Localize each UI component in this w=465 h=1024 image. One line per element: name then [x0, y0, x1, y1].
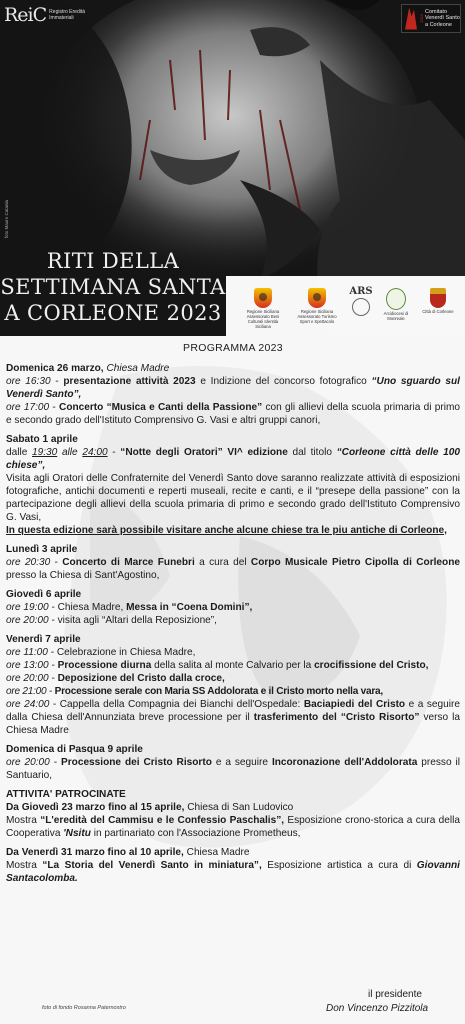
signatory-role: il presidente	[368, 989, 422, 1000]
sicily-crest-icon	[308, 288, 326, 308]
hero-image	[0, 0, 465, 336]
event-day-2: Sabato 1 aprile dalle 19:30 alle 24:00 - “Notte degli Oratori” VI^ edizione dal titolo “Corleone città delle 100 chiese”, Visita agli Oratori delle Confraternite del Venerdì Santo dove saranno realizzate attività di esposizioni fotografiche, antichi documenti e reperti museali, recite e canti, e il “presepe della passione” con la partecipazione degli allievi della scuola primaria di primo e secondo grado dell'Istituto Comprensivo G. Vasi, In questa edizione sarà possibile visitare anche alcune chiese tra le piu antiche di Corleone,	[6, 434, 460, 536]
sponsored-activities: ATTIVITA' PATROCINATE Da Giovedì 23 marzo fino al 15 aprile, Chiesa di San Ludovico Mostra “L'eredità del Cammisu e le Confessio Paschalis”, Esposizione crono-storica a cura della Cooperativa 'Nsitu in partinariato con l'Associazione Prometheus,	[6, 789, 461, 839]
programme-text	[6, 342, 461, 1014]
reic-logo	[4, 4, 93, 26]
special-note: In questa edizione sarà possibile visitare anche alcune chiese tra le piu antiche di Corleone,	[6, 525, 447, 536]
sponsor-beni-culturali: Regione Siciliana Assessorato Beni Culturali Identità Siciliana	[240, 288, 286, 329]
sponsor-ars: ARS	[348, 286, 374, 316]
sponsor-strip	[226, 276, 465, 336]
background-photo-credit: foto di fondo Rosanna Paternostro	[42, 1005, 126, 1011]
programme-section	[0, 336, 465, 1024]
photo-credit: foto Mauro Catania	[4, 200, 9, 239]
sponsored-heading: ATTIVITA' PATROCINATE	[6, 789, 126, 800]
programme-title: PROGRAMMA 2023	[183, 342, 283, 354]
event-day-3: Lunedì 3 aprile ore 20:30 - Concerto di Marce Funebri a cura del Corpo Musicale Pietro Cipolla di Corleone presso la Chiesa di Sant'Agostino,	[6, 544, 460, 581]
ars-emblem-icon	[352, 298, 370, 316]
title-line-3: A CORLEONE 2023	[4, 301, 222, 325]
sponsored-activity-2: Da Venerdì 31 marzo fino al 10 aprile, Chiesa Madre Mostra “La Storia del Venerdì Santo in miniatura”, Esposizione artistica a cura di Giovanni Santacolomba.	[6, 847, 460, 884]
sponsor-citta: Città di Corleone	[420, 288, 456, 314]
event-day-5: Venerdì 7 aprile ore 11:00 - Celebrazione in Chiesa Madre, ore 13:00 - Processione diurna della salita al monte Calvario per la crocifissione del Cristo, ore 20:00 - Deposizione del Cristo dalla croce, ore 21:00 - Processione serale con Maria SS Addolorata e il Cristo morto nella vara, ore 24:00 - Cappella della Compagnia dei Bianchi dell'Ospedale: Baciapiedi del Cristo e a seguire dalla Chiesa dell'Annunziata breve processione per il trasferimento del “Cristo Risorto” verso la Chiesa Madre	[6, 634, 460, 736]
title-line-1: RITI DELLA	[46, 249, 180, 273]
event-title	[0, 248, 226, 334]
corleone-crest-icon	[430, 288, 446, 308]
arcidiocesi-emblem-icon	[386, 288, 406, 310]
event-day-1: Domenica 26 marzo, Chiesa Madre ore 16:30 - presentazione attività 2023 e Indizione del concorso fotografico “Uno sguardo sul Venerdì Santo”, ore 17:00 - Concerto “Musica e Canti della Passione” con gli allievi della scuola primaria di primo e secondo grado dell'Istituto Comprensivo G. Vasi e altri gruppi canori,	[6, 363, 461, 426]
signature-block	[6, 962, 460, 1014]
comitato-year: 2023	[419, 14, 424, 23]
reic-logo-subtitle: Registro Eredità Immateriali	[49, 9, 86, 21]
event-day-6: Domenica di Pasqua 9 aprile ore 20:00 - Processione dei Cristo Risorto e a seguire Incoronazione dell'Addolorata presso il Santuario,	[6, 744, 460, 781]
sponsor-turismo: Regione Siciliana Assessorato Turismo Sport e Spettacolo	[294, 288, 340, 324]
mountain-icon	[405, 8, 417, 30]
event-day-4: Giovedì 6 aprile ore 19:00 - Chiesa Madre, Messa in “Coena Domini”, ore 20:00 - visita agli “Altari della Reposizione”,	[6, 589, 253, 626]
title-line-2: SETTIMANA SANTA	[0, 275, 226, 299]
sponsor-arcidiocesi: Arcidiocesi di Monreale	[378, 288, 414, 321]
comitato-logo	[401, 4, 461, 33]
sicily-crest-icon	[254, 288, 272, 308]
comitato-text: Comitato Venerdì Santo a Corleone	[425, 8, 460, 28]
signatory-name: Don Vincenzo Pizzitola	[326, 1003, 429, 1014]
reic-logo-text: ReiC	[4, 4, 47, 26]
